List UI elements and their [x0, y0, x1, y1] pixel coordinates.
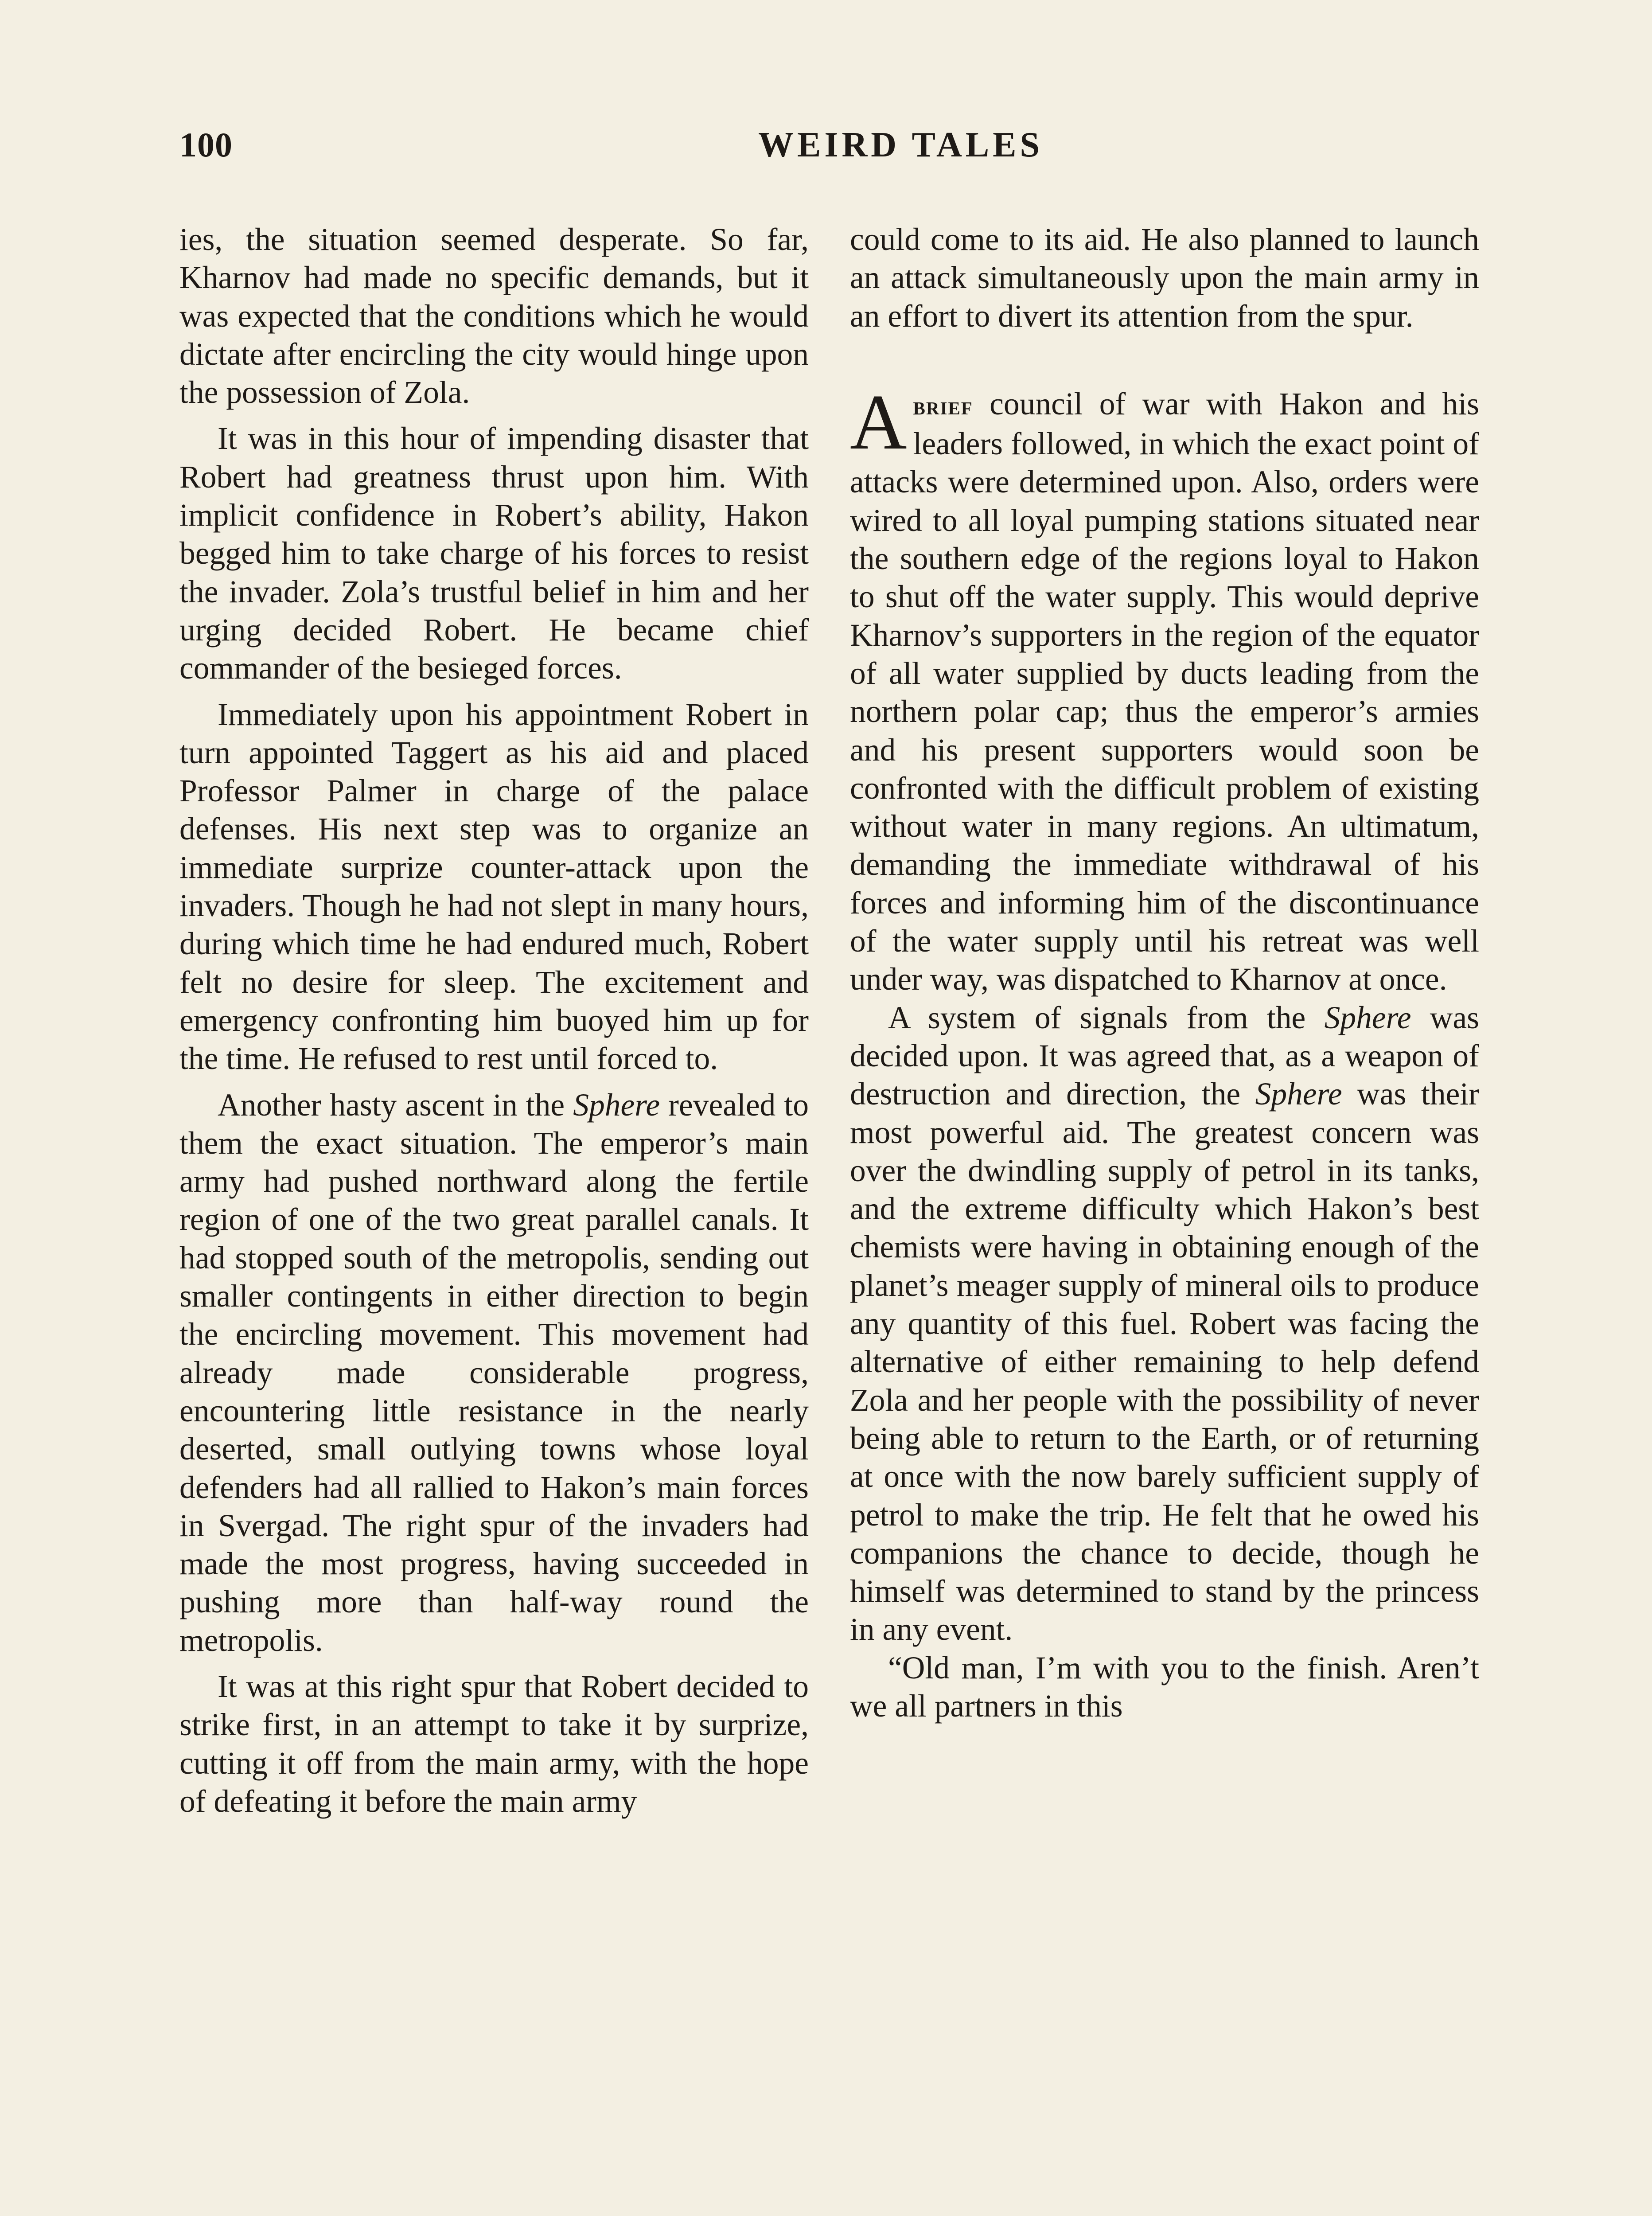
paragraph: “Old man, I’m with you to the finish. Aren’t we all partners in this — [850, 1650, 1479, 1724]
section-paragraph — [850, 378, 1479, 999]
text-run: was their most powerful aid. The greatest concern was over the dwindling supply of petrol in its tanks, and the extreme difficulty which Hakon’s best chemists were having in obtaining enough of the planet’s meager supply of mineral oils to produce any quantity of this fuel. Robert was facing the alternative of either remaining to help defend Zola and her people with the possibility of never being able to return to the Earth, or of returning at once with the now barely sufficient supply of petrol to make the trip. He felt that he owed his companions the chance to decide, though he himself was determined to stand by the princess in any event. — [850, 1077, 1479, 1647]
magazine-title: WEIRD TALES — [758, 125, 1043, 164]
paragraph: It was at this right spur that Robert decided to strike first, in an attempt to take it by surprize, cutting it off from the main army, with the hope of defeating it before the main army — [179, 1669, 809, 1819]
italic-sphere: Sphere — [1324, 1000, 1411, 1035]
paragraph: It was in this hour of impending disaster that Robert had greatness thrust upon him. With implicit confidence in Robert’s ability, Hakon begged him to take charge of his forces to resist the invader. Zola’s trustful belief in him and her urging decided Robert. He became chief commander of the besieged forces. — [179, 421, 809, 686]
paragraph — [179, 1086, 809, 1660]
page-number: 100 — [179, 125, 233, 164]
text-run: Another hasty ascent in the — [218, 1087, 573, 1123]
text-column-right — [850, 221, 1479, 1725]
text-run: revealed to them the exact situation. The emperor’s main army had pushed northward along the fertile region of one of the two great parallel canals. It had stopped south of the metropolis, sending out smaller contingents in either direction to begin the encircling movement. This movement had already made considerable progress, encountering little resistance in the nearly deserted, small outlying towns whose loyal defenders had all rallied to Hakon’s main forces in Svergad. The right spur of the invaders had made the most progress, having succeeded in pushing more than half-way round the metropolis. — [179, 1087, 809, 1658]
italic-sphere: Sphere — [573, 1087, 660, 1123]
paragraph — [850, 999, 1479, 1649]
italic-sphere: Sphere — [1255, 1077, 1342, 1112]
text-run: A system of signals from the — [888, 1000, 1325, 1035]
drop-cap: A — [850, 378, 907, 466]
text-run: council of war with Hakon and his leaders followed, in which the exact point of attacks were determined upon. Also, orders were wired to all loyal pumping stations situated near the southern edge of the regions loyal to Hakon to shut off the water supply. This would deprive Kharnov’s supporters in the region of the equator of all water supplied by ducts leading from the northern polar cap; thus the emperor’s armies and his present supporters would soon be confronted with the difficult problem of existing without water in many regions. An ultimatum, demanding the immediate withdrawal of his forces and informing him of the discontinuance of the water supply until his retreat was well under way, was dispatched to Kharnov at once. — [850, 386, 1479, 997]
small-caps-lead: brief — [913, 391, 973, 420]
paragraph: could come to its aid. He also planned to launch an attack simultaneously upon the main army in an effort to divert its attention from the spur. — [850, 222, 1479, 334]
text-column-left — [179, 221, 809, 1821]
paragraph: ies, the situation seemed desperate. So far, Kharnov had made no specific demands, but it was expected that the conditions which he would dictate after encircling the city would hinge upon the possession of Zola. — [179, 222, 809, 410]
paragraph: Immediately upon his appointment Robert in turn appointed Taggert as his aid and placed Professor Palmer in charge of the palace defenses. His next step was to organize an immediate surprize counter-attack upon the invaders. Though he had not slept in many hours, during which time he had endured much, Robert felt no desire for sleep. The excitement and emergency confronting him buoyed him up for the time. He refused to rest until forced to. — [179, 697, 809, 1077]
text-run: was decided upon. It was agreed that, as a weapon of destruction and direction, the — [850, 1000, 1479, 1112]
page-header — [179, 125, 1480, 174]
